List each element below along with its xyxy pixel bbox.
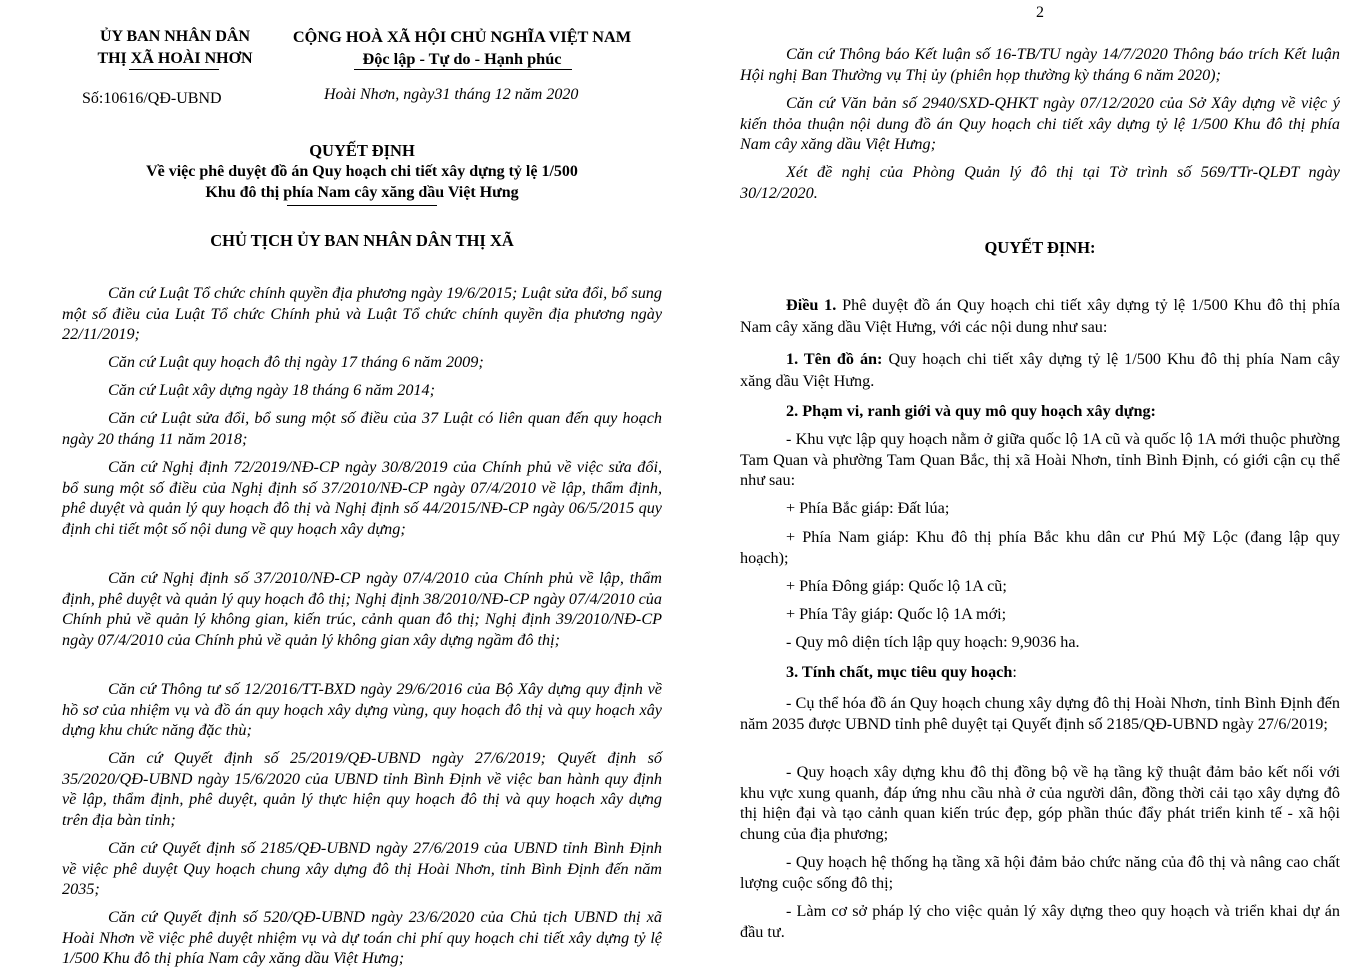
legal-basis-paragraph: Căn cứ Luật quy hoạch đô thị ngày 17 tháng 6 năm 2009; <box>108 353 484 371</box>
place-date: Hoài Nhơn, ngày31 tháng 12 năm 2020 <box>324 86 579 103</box>
article-1-label: Điều 1. <box>786 296 837 314</box>
item-2-line: + Phía Bắc giáp: Đất lúa; <box>786 499 950 517</box>
legal-basis-paragraph: Căn cứ Luật sửa đổi, bổ sung một số điều của 37 Luật có liên quan đến quy hoạch ngày 20 tháng 11 năm 2018; <box>62 409 662 448</box>
item-2-line: - Quy mô diện tích lập quy hoạch: 9,9036 ha. <box>786 633 1080 651</box>
article-1-text: Phê duyệt đồ án Quy hoạch chi tiết xây dựng tỷ lệ 1/500 Khu đô thị phía Nam cây xăng dầu Việt Hưng, với các nội dung như sau: <box>740 296 1340 336</box>
issuing-authority: CHỦ TỊCH ỦY BAN NHÂN DÂN THỊ XÃ <box>210 231 514 250</box>
legal-basis-paragraph: Căn cứ Nghị định 72/2019/NĐ-CP ngày 30/8/2019 của Chính phủ về việc sửa đổi, bổ sung một số điều của Nghị định số 37/2010/NĐ-CP ngày 07/4/2010 về lập, thẩm định, phê duyệt và quản lý quy hoạch đô thị và Nghị định số 44/2015/NĐ-CP ngày 06/5/2015 quy định chi tiết một số nội dung về quy hoạch xây dựng; <box>62 458 662 538</box>
page-1 <box>62 0 662 980</box>
decides-heading: QUYẾT ĐỊNH: <box>984 238 1096 257</box>
legal-basis-paragraph: Căn cứ Quyết định số 2185/QĐ-UBND ngày 27/6/2019 của UBND tỉnh Bình Định về việc phê duyệt Quy hoạch chung xây dựng đô thị Hoài Nhơn, tỉnh Bình Định đến năm 2035; <box>62 839 662 898</box>
legal-basis-paragraph: Căn cứ Luật xây dựng ngày 18 tháng 6 năm 2014; <box>108 381 435 399</box>
item-2-line: + Phía Đông giáp: Quốc lộ 1A cũ; <box>786 577 1007 595</box>
org-underline <box>129 69 219 70</box>
page-2 <box>740 0 1340 980</box>
item-2-line: + Phía Tây giáp: Quốc lộ 1A mới; <box>786 605 1007 623</box>
item-2-line: + Phía Nam giáp: Khu đô thị phía Bắc khu dân cư Phú Mỹ Lộc (đang lập quy hoạch); <box>740 528 1340 567</box>
issuing-org <box>60 26 290 70</box>
item-1-text: Quy hoạch chi tiết xây dựng tỷ lệ 1/500 Khu đô thị phía Nam cây xăng dầu Việt Hưng. <box>740 350 1340 390</box>
decision-title: QUYẾT ĐỊNH <box>309 141 415 160</box>
item-1 <box>740 348 1340 392</box>
item-3-heading-text: 3. Tính chất, mục tiêu quy hoạch <box>786 663 1013 681</box>
legal-basis-paragraph: Căn cứ Thông báo Kết luận số 16-TB/TU ngày 14/7/2020 Thông báo trích Kết luận Hội nghị Ban Thường vụ Thị ủy (phiên họp thường kỳ tháng 6 năm 2020); <box>740 45 1340 84</box>
nation-line-2: Độc lập - Tự do - Hạnh phúc <box>362 49 562 68</box>
legal-basis-paragraph: Căn cứ Thông tư số 12/2016/TT-BXD ngày 29/6/2016 của Bộ Xây dựng quy định về hồ sơ của nhiệm vụ và đồ án quy hoạch xây dựng vùng, quy hoạch đô thị và quy hoạch xây dựng khu chức năng đặc thù; <box>62 680 662 739</box>
item-3-colon: : <box>1012 663 1017 681</box>
subject-underline <box>287 205 437 206</box>
legal-basis-paragraph: Căn cứ Quyết định số 520/QĐ-UBND ngày 23/6/2020 của Chủ tịch UBND thị xã Hoài Nhơn về việc phê duyệt nhiệm vụ và dự toán chi phí quy hoạch chi tiết xây dựng tỷ lệ 1/500 Khu đô thị phía Nam cây xăng dầu Việt Hưng; <box>62 908 662 967</box>
item-1-label: 1. Tên đồ án: <box>786 350 883 368</box>
item-2-heading: 2. Phạm vi, ranh giới và quy mô quy hoạch xây dựng: <box>786 402 1156 420</box>
article-1 <box>740 294 1340 338</box>
legal-basis-paragraph: Xét đề nghị của Phòng Quản lý đô thị tại Tờ trình số 569/TTr-QLĐT ngày 30/12/2020. <box>740 163 1340 202</box>
legal-basis-paragraph: Căn cứ Luật Tổ chức chính quyền địa phương ngày 19/6/2015; Luật sửa đổi, bổ sung một số điều của Luật Tổ chức Chính phủ và Luật Tổ chức chính quyền địa phương ngày 22/11/2019; <box>62 284 662 343</box>
item-3-line: - Quy hoạch hệ thống hạ tầng xã hội đảm bảo chức năng của đô thị và nâng cao chất lượng cuộc sống đô thị; <box>740 853 1340 892</box>
doc-number: Số:10616/QĐ-UBND <box>82 90 222 107</box>
item-3-heading <box>740 662 1340 683</box>
item-3-line: - Làm cơ sở pháp lý cho việc quản lý xây dựng theo quy hoạch và triển khai dự án đầu tư. <box>740 902 1340 941</box>
motto-underline <box>354 69 572 70</box>
item-3-line: - Quy hoạch xây dựng khu đô thị đồng bộ về hạ tầng kỹ thuật đảm bảo kết nối với khu vực xung quanh, đáp ứng nhu cầu nhà ở của người dân, đồng thời cải tạo xây dựng đô thị hiện đại và tạo cảnh quan kiến trúc đẹp, góp phần thúc đẩy phát triển kinh tế - xã hội chung của địa phương; <box>740 763 1340 843</box>
page-number: 2 <box>1036 4 1044 21</box>
legal-basis-paragraph: Căn cứ Quyết định số 25/2019/QĐ-UBND ngày 27/6/2019; Quyết định số 35/2020/QĐ-UBND ngày 15/6/2020 của UBND tỉnh Bình Định về việc ban hành quy định về lập, thẩm định, phê duyệt, quản lý thực hiện quy hoạch đô thị và quy hoạch xây dựng trên địa bàn tỉnh; <box>62 749 662 829</box>
subject-line-1: Về việc phê duyệt đồ án Quy hoạch chi tiết xây dựng tỷ lệ 1/500 <box>146 163 578 180</box>
org-line-2: THỊ XÃ HOÀI NHƠN <box>97 50 253 67</box>
legal-basis-paragraph: Căn cứ Văn bản số 2940/SXD-QHKT ngày 07/12/2020 của Sở Xây dựng về việc ý kiến thỏa thuận nội dung đồ án Quy hoạch chi tiết xây dựng tỷ lệ 1/500 Khu đô thị phía Nam cây xăng dầu Việt Hưng; <box>740 94 1340 153</box>
subject-line-2: Khu đô thị phía Nam cây xăng dầu Việt Hưng <box>205 184 519 201</box>
legal-basis-paragraph: Căn cứ Nghị định số 37/2010/NĐ-CP ngày 07/4/2010 của Chính phủ về lập, thẩm định, phê duyệt và quản lý quy hoạch đô thị; Nghị định 38/2010/NĐ-CP ngày 07/4/2010 của Chính phủ về quản lý không gian, kiến trúc, cảnh quan đô thị; Nghị định 39/2010/NĐ-CP ngày 07/4/2010 của Chính phủ về quản lý không gian xây dựng ngầm đô thị; <box>62 569 662 649</box>
org-line-1: ỦY BAN NHÂN DÂN <box>99 28 251 45</box>
national-heading <box>282 26 642 70</box>
item-3-line: - Cụ thể hóa đồ án Quy hoạch chung xây dựng đô thị Hoài Nhơn, tỉnh Bình Định đến năm 2035 được UBND tỉnh phê duyệt tại Quyết định số 2185/QĐ-UBND ngày 27/6/2019; <box>740 694 1340 733</box>
item-2-line: - Khu vực lập quy hoạch nằm ở giữa quốc lộ 1A cũ và quốc lộ 1A mới thuộc phường Tam Quan và phường Tam Quan Bắc, thị xã Hoài Nhơn, tỉnh Bình Định, có giới cận cụ thể như sau: <box>740 430 1340 489</box>
nation-line-1: CỘNG HOÀ XÃ HỘI CHỦ NGHĨA VIỆT NAM <box>292 27 632 46</box>
decision-subject <box>62 161 662 203</box>
